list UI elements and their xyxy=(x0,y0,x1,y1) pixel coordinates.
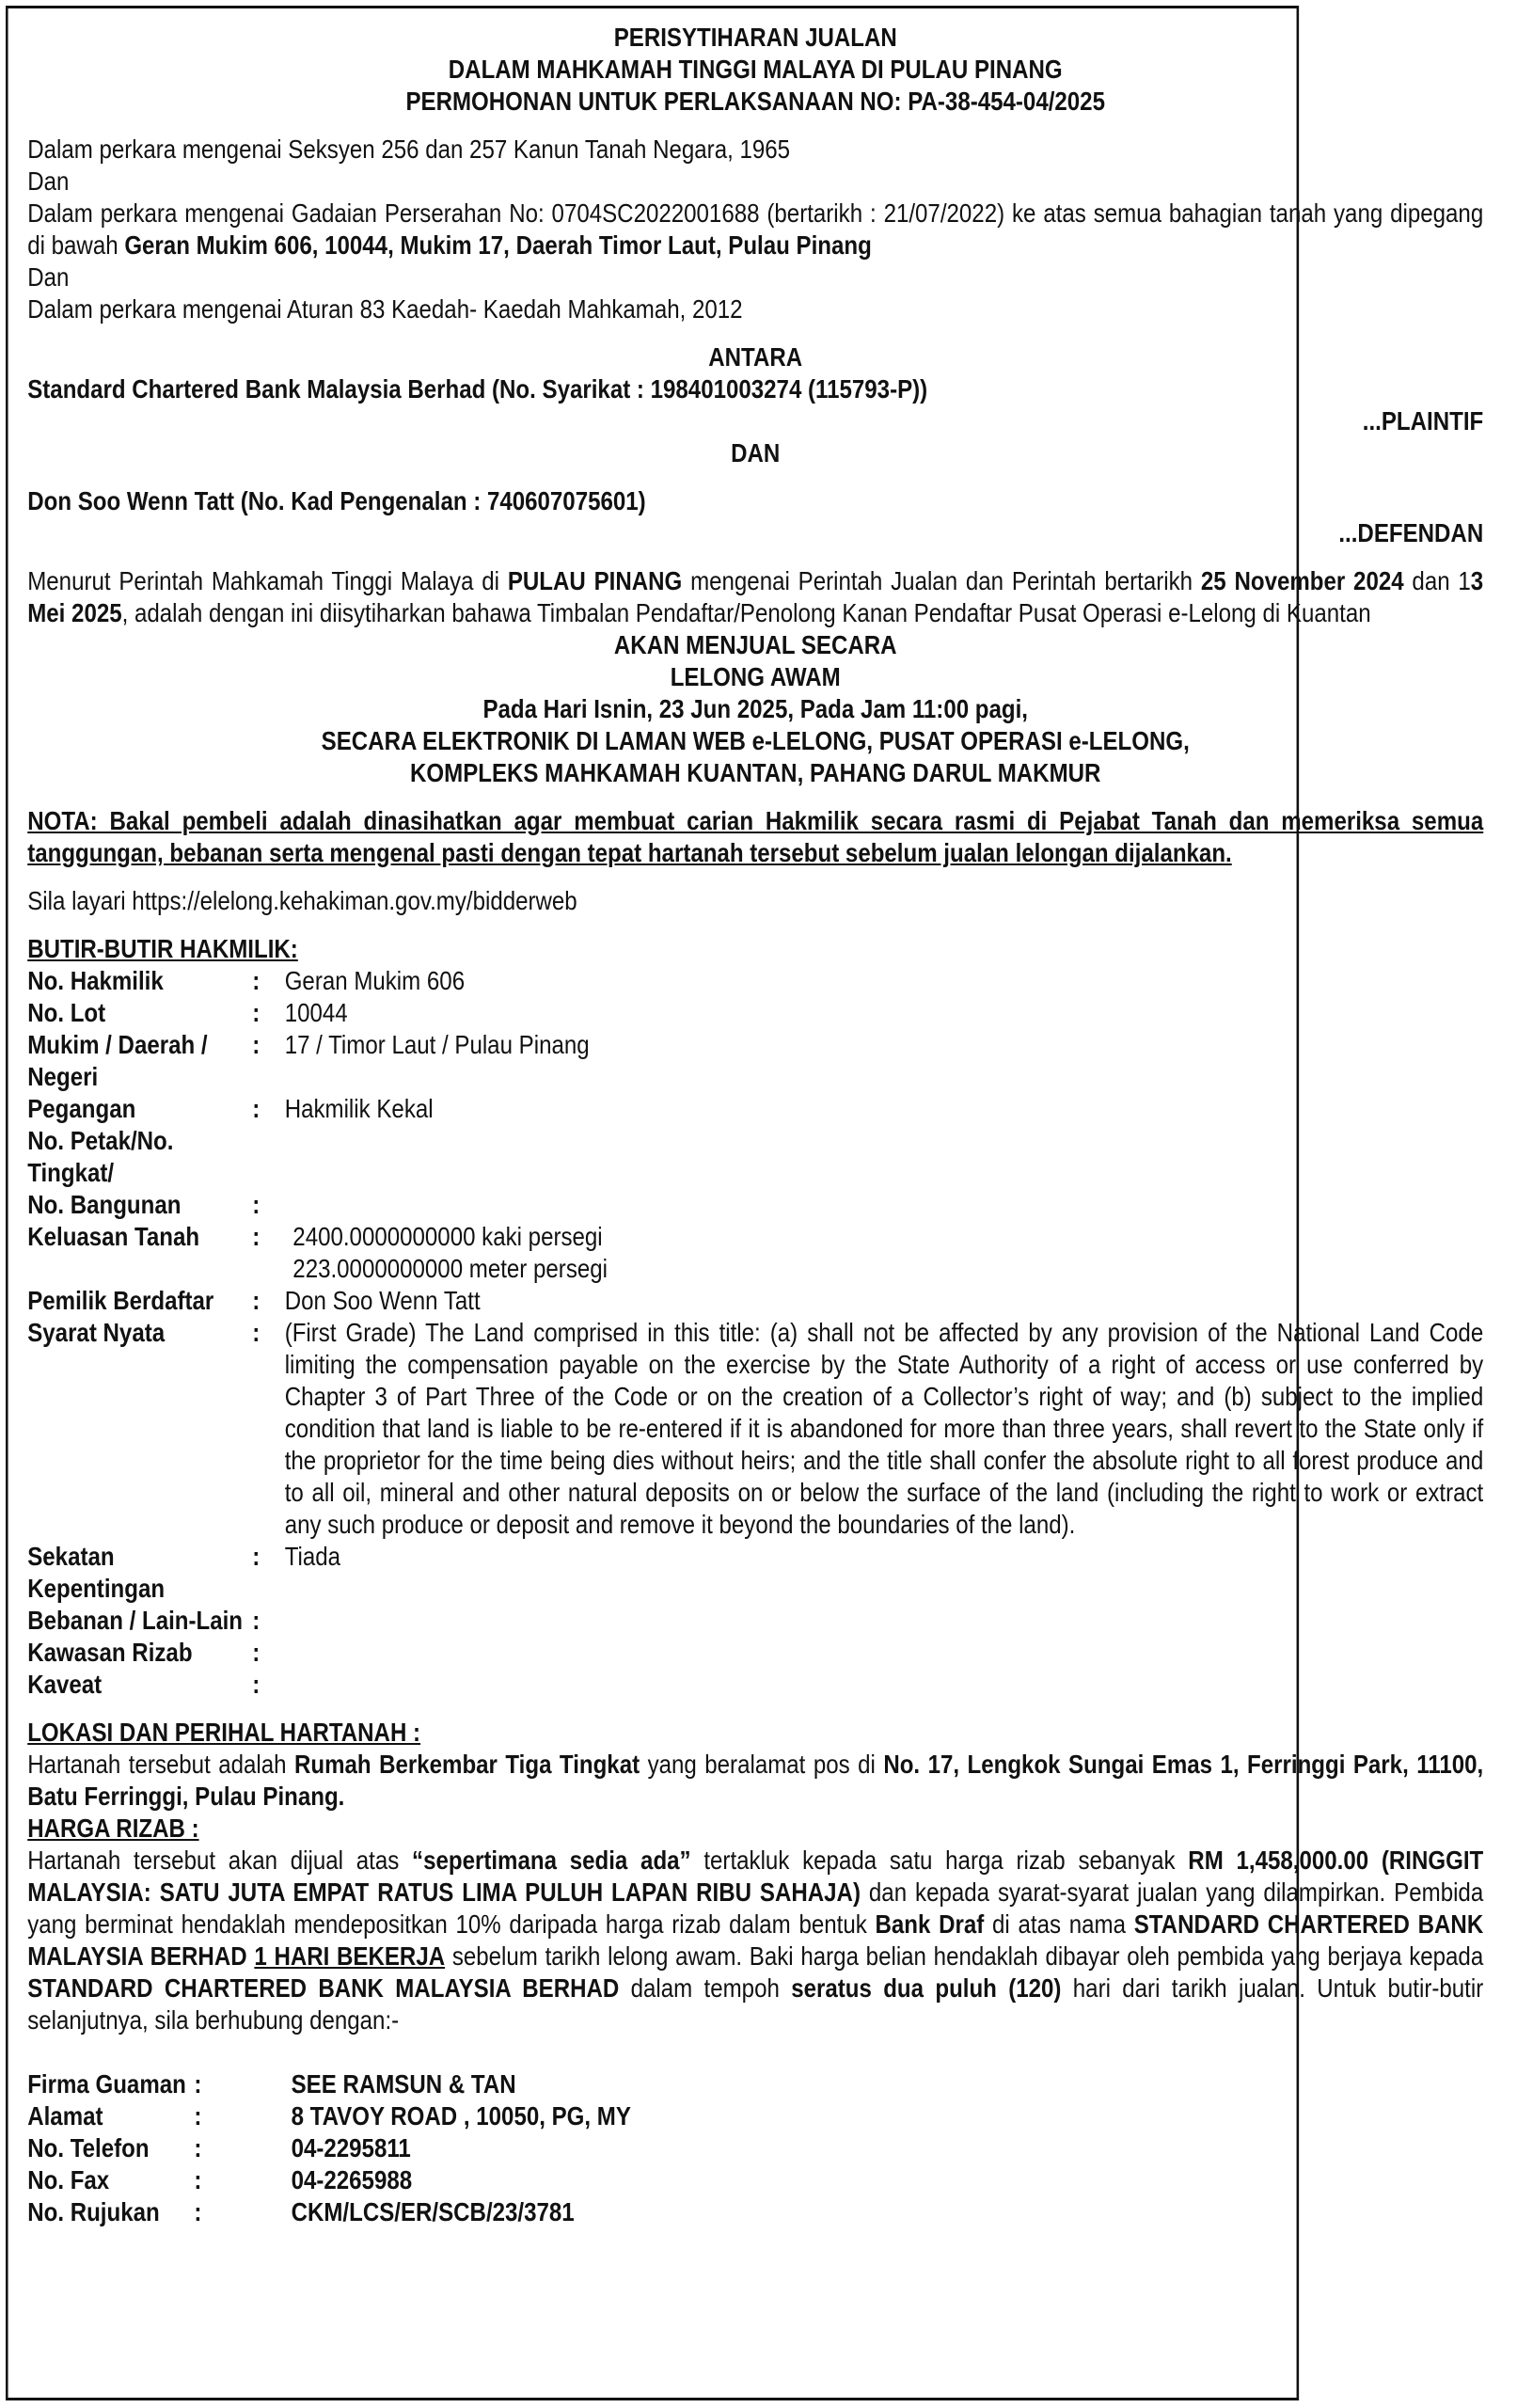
firm-fax-row: No. Fax : 04-2265988 xyxy=(27,2165,413,2194)
row-kaveat: Kaveat : xyxy=(27,1670,261,1699)
court-order-paragraph: Menurut Perintah Mahkamah Tinggi Malaya di PULAU PINANG mengenai Perintah Jualan dan Perintah bertarikh 25 November 2024 dan 13 Mei 2025, adalah dengan ini diisytiharkan bahawa Timbalan Pendaftar/Penolong Kanan Pendaftar Pusat Operasi e-Lelong di Kuantan xyxy=(27,566,1484,627)
matter-and-1: Dan xyxy=(27,166,70,196)
row-keluasan: Keluasan Tanah : 2400.0000000000 kaki persegi 223.0000000000 meter persegi xyxy=(27,1222,608,1283)
auction-venue-1: SECARA ELEKTRONIK DI LAMAN WEB e-LELONG, PUSAT OPERASI e-LELONG, xyxy=(321,726,1190,755)
auction-line-2: LELONG AWAM xyxy=(670,662,841,691)
court-name: DALAM MAHKAMAH TINGGI MALAYA DI PULAU PINANG xyxy=(448,55,1063,84)
row-mukim: Mukim / Daerah / Negeri : 17 / Timor Laut / Pulau Pinang xyxy=(27,1030,590,1091)
sale-notice xyxy=(6,6,1484,2400)
website-link[interactable]: Sila layari https://elelong.kehakiman.gov.my/bidderweb xyxy=(27,886,577,915)
matter-2: Dalam perkara mengenai Gadaian Perserahan No: 0704SC2022001688 (bertarikh : 21/07/2022) ke atas semua bahagian tanah yang dipegang di bawah Geran Mukim 606, 10044, Mukim 17, Daerah Timor Laut, Pulau Pinang xyxy=(27,198,1484,260)
row-sekatan: Sekatan Kepentingan : Tiada xyxy=(27,1542,341,1603)
reserve-price-heading: HARGA RIZAB : xyxy=(27,1814,199,1843)
row-pemilik: Pemilik Berdaftar : Don Soo Wenn Tatt xyxy=(27,1286,481,1315)
firm-name-row: Firma Guaman : SEE RAMSUN & TAN xyxy=(27,2069,516,2099)
defendant-name: Don Soo Wenn Tatt (No. Kad Pengenalan : 740607075601) xyxy=(27,486,646,515)
matter-1: Dalam perkara mengenai Seksyen 256 dan 257 Kanun Tanah Negara, 1965 xyxy=(27,135,791,164)
plaintiff-name: Standard Chartered Bank Malaysia Berhad (No. Syarikat : 198401003274 (115793-P)) xyxy=(27,374,928,404)
plaintiff-label: ...PLAINTIF xyxy=(1362,406,1484,436)
notice-title: PERISYTIHARAN JUALAN xyxy=(613,23,897,52)
matter-3: Dalam perkara mengenai Aturan 83 Kaedah- Kaedah Mahkamah, 2012 xyxy=(27,294,743,324)
location-paragraph: Hartanah tersebut adalah Rumah Berkembar Tiga Tingkat yang beralamat pos di No. 17, Lengkok Sungai Emas 1, Ferringgi Park, 11100, Batu Ferringgi, Pulau Pinang. xyxy=(27,1750,1484,1811)
defendant-label: ...DEFENDAN xyxy=(1338,518,1484,547)
auction-line-1: AKAN MENJUAL SECARA xyxy=(613,630,897,659)
location-heading: LOKASI DAN PERIHAL HARTANAH : xyxy=(27,1718,421,1747)
row-no-lot: No. Lot : 10044 xyxy=(27,998,348,1027)
firm-phone-row: No. Telefon : 04-2295811 xyxy=(27,2133,411,2162)
row-no-hakmilik: No. Hakmilik : Geran Mukim 606 xyxy=(27,966,466,995)
firm-address-row: Alamat : 8 TAVOY ROAD , 10050, PG, MY xyxy=(27,2101,631,2131)
row-bangunan: No. Bangunan : xyxy=(27,1190,261,1219)
nota-warning: NOTA: Bakal pembeli adalah dinasihatkan agar membuat carian Hakmilik secara rasmi di Pejabat Tanah dan memeriksa semua tanggungan, bebanan serta mengenal pasti dengan tepat hartanah tersebut sebelum jualan lelongan dijalankan. xyxy=(27,806,1484,867)
firm-reference-row: No. Rujukan : CKM/LCS/ER/SCB/23/3781 xyxy=(27,2197,575,2226)
title-details-heading: BUTIR-BUTIR HAKMILIK: xyxy=(27,934,298,963)
reserve-price-paragraph: Hartanah tersebut akan dijual atas “sepertimana sedia ada” tertakluk kepada satu harga rizab sebanyak RM 1,458,000.00 (RINGGIT MALAYSIA: SATU JUTA EMPAT RATUS LIMA PULUH LAPAN RIBU SAHAJA) dan kepada syarat-syarat jualan yang dilampirkan. Pembida yang berminat hendaklah mendepositkan 10% daripada harga rizab dalam bentuk Bank Draf di atas nama STANDARD CHARTERED BANK MALAYSIA BERHAD 1 HARI BEKERJA sebelum tarikh lelong awam. Baki harga belian hendaklah dibayar oleh pembida yang berjaya kepada STANDARD CHARTERED BANK MALAYSIA BERHAD dalam tempoh seratus dua puluh (120) hari dari tarikh jualan. Untuk butir-butir selanjutnya, sila berhubung dengan:- xyxy=(27,1846,1484,2035)
row-kawasan-rizab: Kawasan Rizab : xyxy=(27,1638,261,1667)
and-label: DAN xyxy=(731,438,781,467)
row-pegangan: Pegangan : Hakmilik Kekal xyxy=(27,1094,434,1123)
row-syarat-nyata: Syarat Nyata : (First Grade) The Land comprised in this title: (a) shall not be affected by any provision of the National Land Code limiting the compensation payable on the exercise by the State Authority of a right of access or use conferred by Chapter 3 of Part Three of the Code or on the creation of a Collector’s right of way; and (b) subject to the implied condition that land is liable to be re-entered if it is abandoned for more than three years, shall revert to the State only if the proprietor for the time being dies without heirs; and the title shall confer the absolute right to all forest produce and to all oil, mineral and other natural deposits on or below the surface of the land (including the right to work or extract any such produce or deposit and remove it beyond the boundaries of the land). xyxy=(27,1318,1484,1539)
auction-venue-2: KOMPLEKS MAHKAMAH KUANTAN, PAHANG DARUL MAKMUR xyxy=(410,758,1101,787)
row-bebanan: Bebanan / Lain-Lain : xyxy=(27,1606,261,1635)
auction-date: Pada Hari Isnin, 23 Jun 2025, Pada Jam 11:00 pagi, xyxy=(482,694,1028,723)
between-label: ANTARA xyxy=(708,342,803,372)
matter-and-2: Dan xyxy=(27,262,70,292)
application-number: PERMOHONAN UNTUK PERLAKSANAAN NO: PA-38-454-04/2025 xyxy=(405,87,1105,116)
row-petak: No. Petak/No. Tingkat/ xyxy=(27,1126,174,1187)
